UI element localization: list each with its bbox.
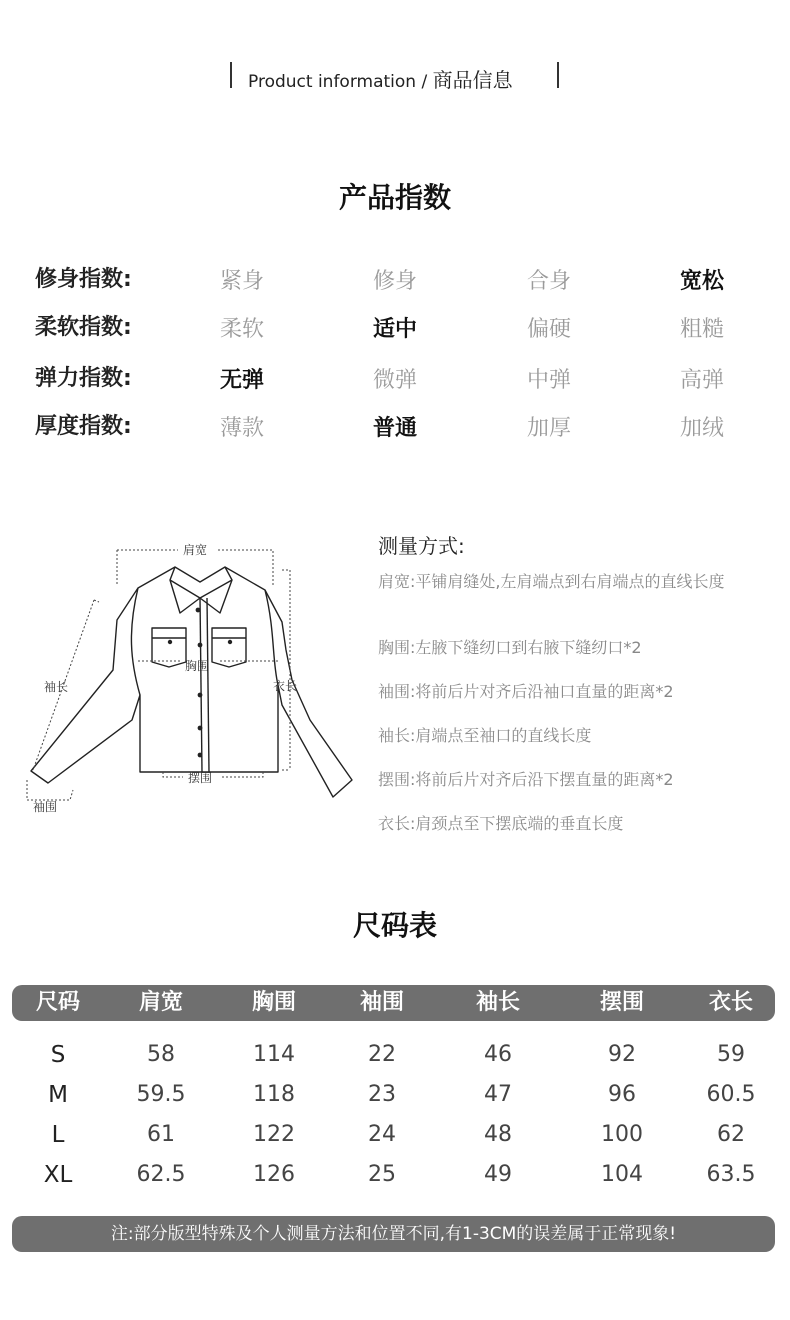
size-table-header-cell: 摆围 [599, 990, 645, 1015]
jacket-diagram [20, 530, 365, 820]
header-title-zh: 商品信息 [432, 68, 513, 92]
index-option-selected: 无弹 [220, 368, 265, 393]
diagram-label-cuff: 袖围 [33, 800, 58, 814]
size-table-cell: 23 [368, 1082, 396, 1107]
index-row [35, 262, 755, 302]
size-table-header-cell: 肩宽 [138, 990, 184, 1015]
size-table-cell: 92 [608, 1042, 636, 1067]
size-table-header [12, 985, 775, 1021]
index-row-label: 弹力指数: [35, 366, 132, 391]
index-row-label: 修身指数: [35, 267, 132, 292]
index-option: 合身 [527, 269, 572, 294]
index-option-selected: 适中 [373, 317, 418, 342]
size-table-cell: 58 [147, 1042, 175, 1067]
size-table-header-cell: 袖长 [475, 990, 521, 1015]
header-left-bar [230, 62, 232, 88]
size-table-cell: 48 [484, 1122, 512, 1147]
measurement-line-sleeve: 袖长:肩端点至袖口的直线长度 [378, 726, 592, 745]
header-title-en: Product information [248, 72, 417, 92]
measurement-line-cuff: 袖围:将前后片对齐后沿袖口直量的距离*2 [378, 682, 674, 701]
size-table-cell: 61 [147, 1122, 175, 1147]
index-option: 薄款 [220, 416, 265, 441]
header-title [248, 64, 513, 93]
index-option-selected: 宽松 [680, 269, 725, 294]
index-option-selected: 普通 [373, 416, 418, 441]
index-row-label: 柔软指数: [35, 315, 132, 340]
size-table-cell: 47 [484, 1082, 512, 1107]
size-table-cell: 122 [253, 1122, 295, 1147]
size-table-header-cell: 胸围 [251, 990, 297, 1015]
disclaimer-note: 注:部分版型特殊及个人测量方法和位置不同,有1-3CM的误差属于正常现象! [12, 1216, 775, 1252]
size-table-cell: 114 [253, 1042, 295, 1067]
size-table-cell: 22 [368, 1042, 396, 1067]
index-option: 粗糙 [680, 317, 725, 342]
index-option: 柔软 [220, 317, 265, 342]
size-table-cell: 49 [484, 1162, 512, 1187]
size-table-size-cell: S [50, 1042, 66, 1068]
size-table-cell: 60.5 [706, 1082, 756, 1107]
size-table-size-cell: L [51, 1122, 65, 1148]
index-option: 加厚 [527, 416, 572, 441]
measurement-line-hem: 摆围:将前后片对齐后沿下摆直量的距离*2 [378, 770, 674, 789]
size-table-cell: 126 [253, 1162, 295, 1187]
measurement-line-shoulder: 肩宽:平铺肩缝处,左肩端点到右肩端点的直线长度 [378, 572, 725, 591]
jacket-body [31, 567, 352, 797]
index-row [35, 361, 755, 401]
index-section-title: 产品指数 [338, 181, 451, 214]
index-row [35, 310, 755, 350]
index-row [35, 409, 755, 449]
index-option: 高弹 [680, 368, 725, 393]
index-option: 修身 [373, 269, 418, 294]
size-table-cell: 62 [717, 1122, 745, 1147]
size-table-cell: 100 [601, 1122, 643, 1147]
size-table-cell: 104 [601, 1162, 643, 1187]
header-title-sep: / [416, 72, 433, 92]
left-pocket [152, 628, 186, 667]
diagram-label-chest: 胸围 [185, 659, 210, 673]
index-option: 微弹 [373, 368, 418, 393]
measurement-line-length: 衣长:肩颈点至下摆底端的垂直长度 [378, 814, 624, 833]
size-table-cell: 59 [717, 1042, 745, 1067]
size-table-cell: 25 [368, 1162, 396, 1187]
index-option: 中弹 [527, 368, 572, 393]
size-table-size-cell: XL [43, 1162, 73, 1188]
jacket-collar [170, 567, 232, 613]
size-table-header-cell: 尺码 [35, 990, 81, 1015]
size-table-cell: 118 [253, 1082, 295, 1107]
size-table-header-cell: 衣长 [708, 990, 754, 1015]
index-option: 偏硬 [527, 317, 572, 342]
size-table-cell: 24 [368, 1122, 396, 1147]
diagram-label-sleeve-length: 袖长 [44, 680, 69, 694]
diagram-label-hem: 摆围 [188, 771, 213, 785]
measurement-line-chest: 胸围:左腋下缝纫口到右腋下缝纫口*2 [378, 638, 642, 657]
size-table-size-cell: M [48, 1082, 68, 1108]
size-table-cell: 96 [608, 1082, 636, 1107]
index-option: 加绒 [680, 416, 725, 441]
size-table-cell: 62.5 [136, 1162, 186, 1187]
size-table-cell: 59.5 [136, 1082, 186, 1107]
index-option: 紧身 [220, 269, 265, 294]
index-row-label: 厚度指数: [35, 414, 132, 439]
size-section-title: 尺码表 [352, 909, 437, 942]
size-table-cell: 46 [484, 1042, 512, 1067]
header-right-bar [557, 62, 559, 88]
size-table-header-cell: 袖围 [359, 990, 405, 1015]
diagram-label-shoulder: 肩宽 [183, 543, 208, 557]
size-table-cell: 63.5 [706, 1162, 756, 1187]
measurement-title: 测量方式: [378, 534, 465, 558]
diagram-label-length: 衣长 [273, 679, 298, 693]
